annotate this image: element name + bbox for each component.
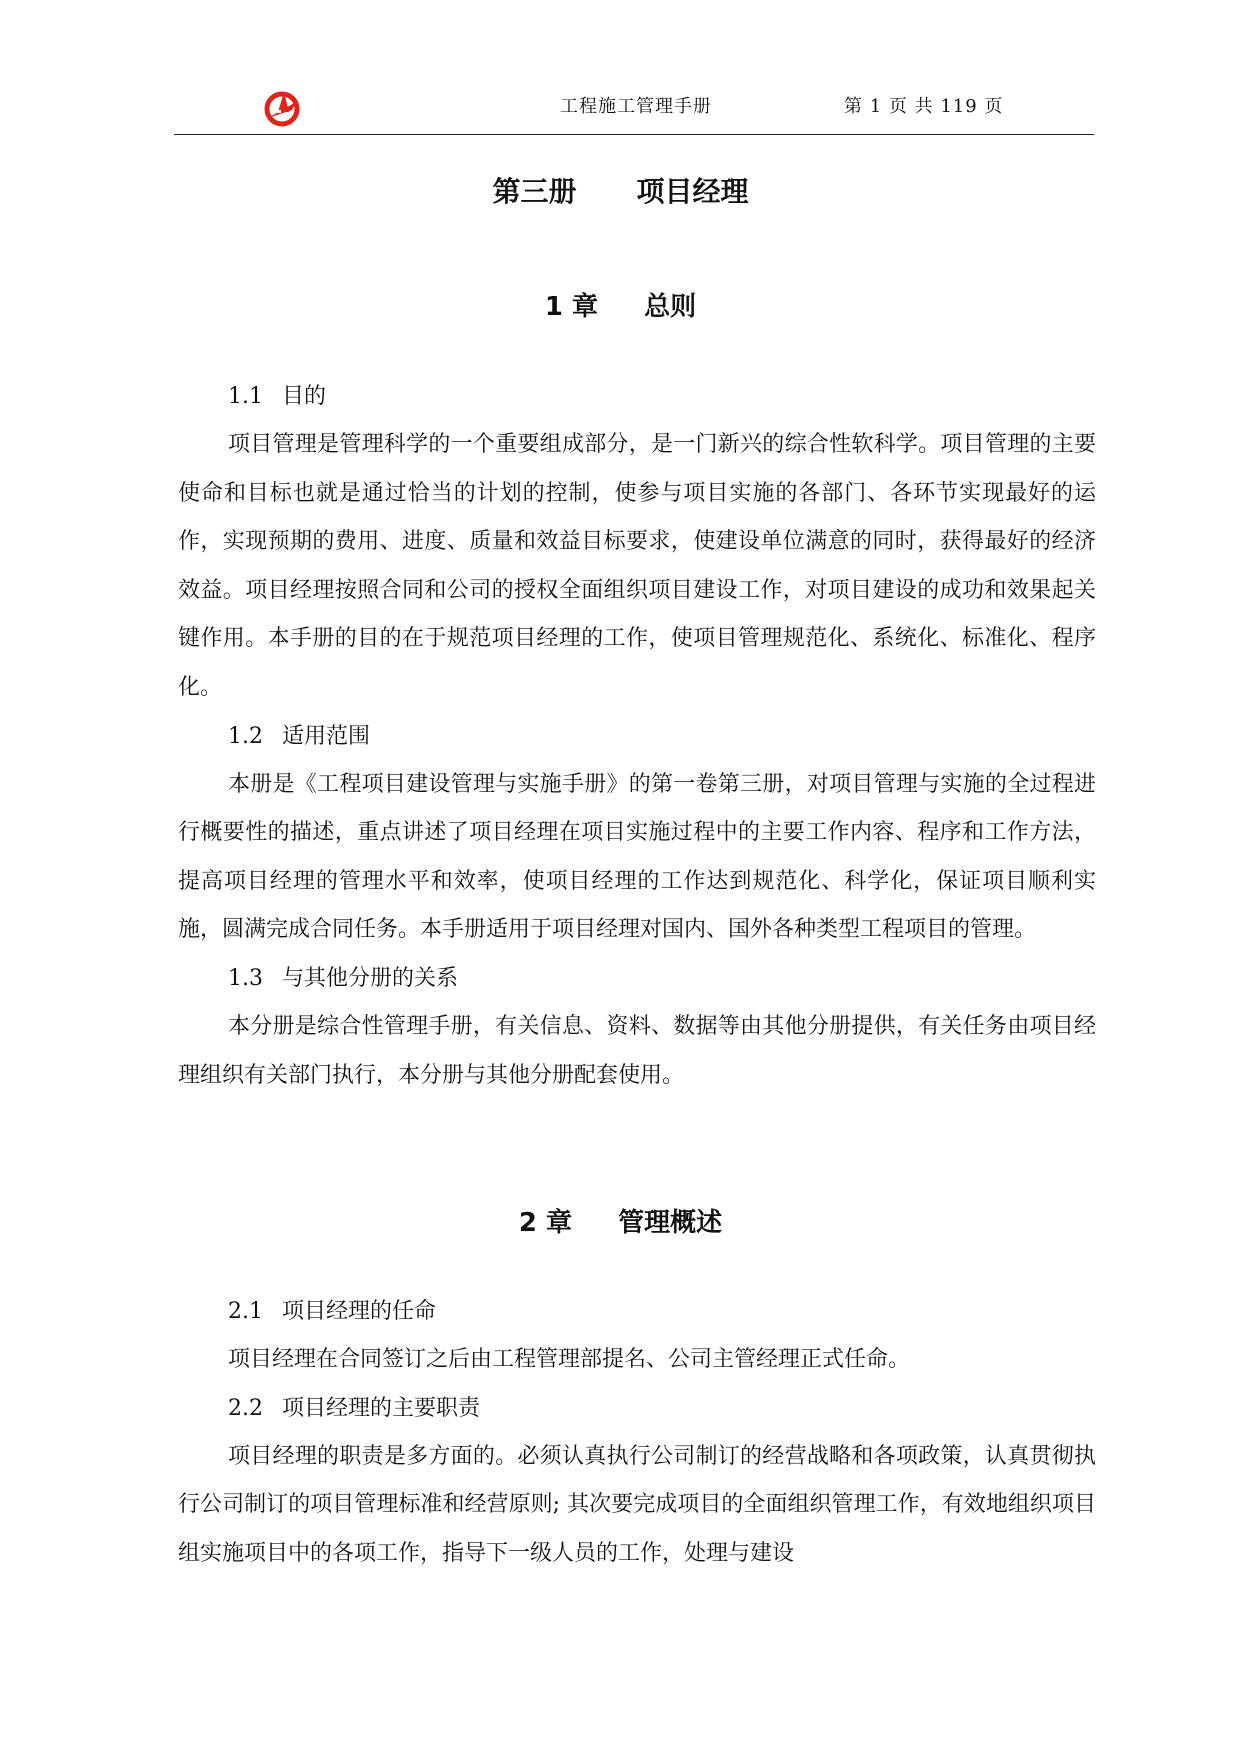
page-number: 第 1 页 共 119 页: [844, 96, 1004, 117]
chapter-1-title: 总则: [644, 292, 697, 322]
book-title: [0, 170, 1241, 210]
section-body: 项目经理的职责是多方面的。必须认真执行公司制订的经营战略和各项政策，认真贯彻执行公司制订的项目管理标准和经营原则; 其次要完成项目的全面组织管理工作，有效地组织项目组实施项目中的各项工作，指导下一级人员的工作，处理与建设: [178, 1443, 1096, 1566]
chapter-2-number: 2 章: [518, 1208, 573, 1238]
section-heading: 1.3 与其他分册的关系: [228, 965, 459, 991]
page-header: [174, 78, 1094, 136]
section-body: 项目管理是管理科学的一个重要组成部分，是一门新兴的综合性软科学。项目管理的主要使命和目标也就是通过恰当的计划的控制，使参与项目实施的各部门、各环节实现最好的运作，实现预期的费用、进度、质量和效益目标要求，使建设单位满意的同时，获得最好的经济效益。项目经理按照合同和公司的授权全面组织项目建设工作，对项目建设的成功和效果起关键作用。本手册的目的在于规范项目经理的工作，使项目管理规范化、系统化、标准化、程序化。: [178, 432, 1096, 700]
section-body: 本册是《工程项目建设管理与实施手册》的第一卷第三册，对项目管理与实施的全过程进行概要性的描述，重点讲述了项目经理在项目实施过程中的主要工作内容、程序和工作方法，提高项目经理的管理水平和效率，使项目经理的工作达到规范化、科学化，保证项目顺利实施，圆满完成合同任务。本手册适用于项目经理对国内、国外各种类型工程项目的管理。: [178, 771, 1096, 943]
chapter-2-title: 管理概述: [618, 1208, 723, 1238]
book-volume: 第三册: [492, 175, 577, 208]
header-title: 工程施工管理手册: [560, 96, 712, 117]
section-heading: 1.1 目的: [228, 384, 327, 409]
section-body: 本分册是综合性管理手册，有关信息、资料、数据等由其他分册提供，有关任务由项目经理组织有关部门执行，本分册与其他分册配套使用。: [178, 1013, 1096, 1088]
book-name: 项目经理: [636, 175, 749, 208]
section-heading: 1.2 适用范围: [228, 723, 371, 749]
section-body: 项目经理在合同签订之后由工程管理部提名、公司主管经理正式任命。: [228, 1347, 911, 1372]
chapter-1-content: [178, 373, 1096, 1100]
chapter-1-heading: [0, 286, 1241, 323]
chapter-2-content: [178, 1288, 1096, 1578]
chapter-2-heading: [0, 1202, 1241, 1239]
company-logo-icon: [262, 88, 302, 128]
section-heading: 2.2 项目经理的主要职责: [228, 1395, 481, 1421]
section-heading: 2.1 项目经理的任命: [228, 1299, 437, 1324]
header-divider: [174, 134, 1094, 135]
chapter-1-number: 1 章: [544, 292, 599, 322]
